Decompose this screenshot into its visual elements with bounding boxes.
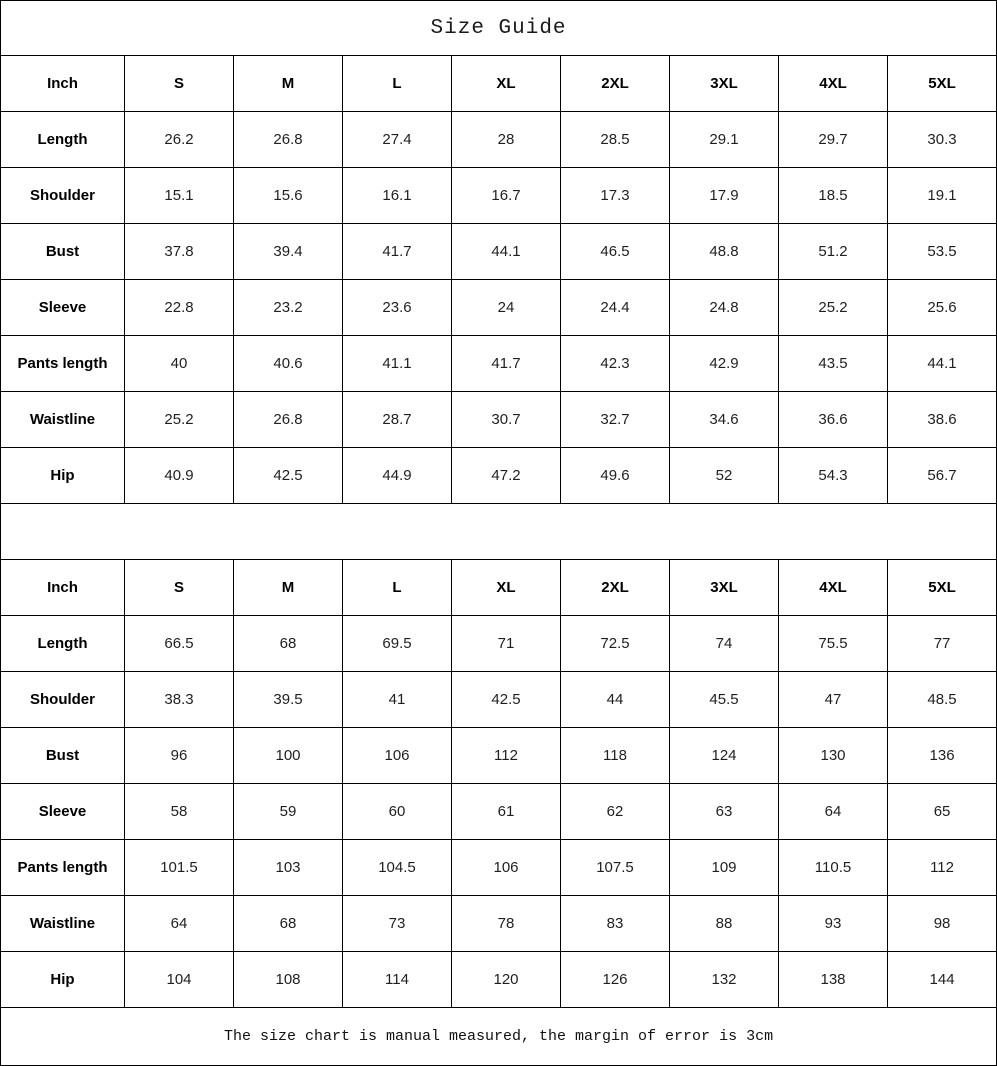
measurement-value: 24.8: [670, 280, 779, 336]
measurement-value: 34.6: [670, 392, 779, 448]
measurement-value: 24.4: [561, 280, 670, 336]
measurement-value: 40.6: [234, 336, 343, 392]
measurement-value: 38.6: [888, 392, 997, 448]
measurement-value: 41.7: [343, 224, 452, 280]
measurement-value: 53.5: [888, 224, 997, 280]
size-header-cell: 2XL: [561, 56, 670, 112]
measurement-value: 38.3: [125, 672, 234, 728]
measurement-label: Hip: [1, 448, 125, 504]
measurement-value: 83: [561, 896, 670, 952]
measurement-value: 44.1: [888, 336, 997, 392]
measurement-value: 25.6: [888, 280, 997, 336]
measurement-value: 68: [234, 896, 343, 952]
measurement-value: 60: [343, 784, 452, 840]
measurement-value: 98: [888, 896, 997, 952]
measurement-row: [1, 392, 997, 448]
measurement-value: 23.2: [234, 280, 343, 336]
measurement-value: 144: [888, 952, 997, 1008]
measurement-value: 51.2: [779, 224, 888, 280]
footer-row: [1, 1008, 997, 1066]
size-header-cell: 5XL: [888, 56, 997, 112]
measurement-value: 112: [452, 728, 561, 784]
measurement-row: [1, 112, 997, 168]
measurement-value: 114: [343, 952, 452, 1008]
spacer-cell: [1, 504, 997, 560]
measurement-value: 96: [125, 728, 234, 784]
measurement-value: 62: [561, 784, 670, 840]
measurement-value: 26.2: [125, 112, 234, 168]
measurement-value: 47: [779, 672, 888, 728]
measurement-value: 77: [888, 616, 997, 672]
measurement-value: 118: [561, 728, 670, 784]
measurement-value: 41.7: [452, 336, 561, 392]
measurement-value: 29.7: [779, 112, 888, 168]
measurement-value: 24: [452, 280, 561, 336]
measurement-value: 68: [234, 616, 343, 672]
measurement-value: 45.5: [670, 672, 779, 728]
measurement-label: Waistline: [1, 896, 125, 952]
measurement-value: 126: [561, 952, 670, 1008]
measurement-value: 42.5: [452, 672, 561, 728]
measurement-value: 124: [670, 728, 779, 784]
size-header-cell: XL: [452, 56, 561, 112]
measurement-label: Pants length: [1, 840, 125, 896]
measurement-value: 136: [888, 728, 997, 784]
size-header-cell: 4XL: [779, 560, 888, 616]
measurement-value: 16.7: [452, 168, 561, 224]
measurement-value: 48.8: [670, 224, 779, 280]
measurement-value: 47.2: [452, 448, 561, 504]
measurement-row: [1, 784, 997, 840]
size-table-cm: [1, 560, 997, 1008]
measurement-row: [1, 728, 997, 784]
measurement-row: [1, 896, 997, 952]
measurement-value: 43.5: [779, 336, 888, 392]
measurement-label: Length: [1, 112, 125, 168]
title-row: [1, 1, 997, 56]
measurement-label: Hip: [1, 952, 125, 1008]
measurement-value: 16.1: [343, 168, 452, 224]
measurement-value: 26.8: [234, 392, 343, 448]
measurement-value: 74: [670, 616, 779, 672]
measurement-value: 28.5: [561, 112, 670, 168]
measurement-value: 108: [234, 952, 343, 1008]
measurement-value: 49.6: [561, 448, 670, 504]
measurement-value: 69.5: [343, 616, 452, 672]
size-header-cell: M: [234, 560, 343, 616]
measurement-value: 106: [452, 840, 561, 896]
footer-note: The size chart is manual measured, the margin of error is 3cm: [1, 1008, 997, 1066]
size-header-cell: 3XL: [670, 56, 779, 112]
measurement-value: 138: [779, 952, 888, 1008]
measurement-value: 93: [779, 896, 888, 952]
measurement-value: 64: [779, 784, 888, 840]
title-section: [1, 1, 997, 56]
measurement-value: 29.1: [670, 112, 779, 168]
measurement-value: 72.5: [561, 616, 670, 672]
measurement-value: 103: [234, 840, 343, 896]
size-header-cell: S: [125, 560, 234, 616]
size-header-cell: M: [234, 56, 343, 112]
measurement-label: Pants length: [1, 336, 125, 392]
measurement-value: 104.5: [343, 840, 452, 896]
size-header-cell: 2XL: [561, 560, 670, 616]
measurement-value: 106: [343, 728, 452, 784]
measurement-label: Bust: [1, 224, 125, 280]
measurement-value: 44: [561, 672, 670, 728]
measurement-value: 130: [779, 728, 888, 784]
measurement-value: 73: [343, 896, 452, 952]
measurement-label: Length: [1, 616, 125, 672]
measurement-value: 28.7: [343, 392, 452, 448]
measurement-value: 15.6: [234, 168, 343, 224]
measurement-value: 40: [125, 336, 234, 392]
page-title: Size Guide: [1, 1, 997, 56]
measurement-value: 23.6: [343, 280, 452, 336]
measurement-value: 17.9: [670, 168, 779, 224]
measurement-value: 59: [234, 784, 343, 840]
measurement-value: 26.8: [234, 112, 343, 168]
measurement-value: 40.9: [125, 448, 234, 504]
measurement-value: 109: [670, 840, 779, 896]
measurement-value: 17.3: [561, 168, 670, 224]
measurement-value: 19.1: [888, 168, 997, 224]
measurement-value: 39.5: [234, 672, 343, 728]
measurement-label: Bust: [1, 728, 125, 784]
measurement-value: 36.6: [779, 392, 888, 448]
unit-header-cell: Inch: [1, 560, 125, 616]
measurement-row: [1, 616, 997, 672]
size-header-cell: L: [343, 56, 452, 112]
size-header-cell: S: [125, 56, 234, 112]
measurement-value: 104: [125, 952, 234, 1008]
measurement-value: 22.8: [125, 280, 234, 336]
header-row: [1, 56, 997, 112]
measurement-value: 54.3: [779, 448, 888, 504]
measurement-value: 44.9: [343, 448, 452, 504]
measurement-label: Shoulder: [1, 672, 125, 728]
measurement-value: 112: [888, 840, 997, 896]
measurement-label: Shoulder: [1, 168, 125, 224]
measurement-value: 75.5: [779, 616, 888, 672]
measurement-row: [1, 840, 997, 896]
measurement-value: 30.7: [452, 392, 561, 448]
measurement-value: 41.1: [343, 336, 452, 392]
measurement-value: 65: [888, 784, 997, 840]
size-header-cell: 5XL: [888, 560, 997, 616]
measurement-row: [1, 952, 997, 1008]
measurement-value: 44.1: [452, 224, 561, 280]
measurement-value: 18.5: [779, 168, 888, 224]
measurement-value: 120: [452, 952, 561, 1008]
measurement-value: 37.8: [125, 224, 234, 280]
measurement-value: 32.7: [561, 392, 670, 448]
measurement-row: [1, 336, 997, 392]
measurement-row: [1, 672, 997, 728]
measurement-value: 28: [452, 112, 561, 168]
measurement-value: 39.4: [234, 224, 343, 280]
measurement-value: 25.2: [779, 280, 888, 336]
measurement-value: 66.5: [125, 616, 234, 672]
size-header-cell: 4XL: [779, 56, 888, 112]
measurement-value: 88: [670, 896, 779, 952]
measurement-value: 100: [234, 728, 343, 784]
measurement-value: 42.9: [670, 336, 779, 392]
size-table-inch: [1, 56, 997, 504]
size-header-cell: XL: [452, 560, 561, 616]
measurement-label: Sleeve: [1, 280, 125, 336]
measurement-row: [1, 280, 997, 336]
table-spacer: [1, 504, 997, 560]
measurement-value: 42.3: [561, 336, 670, 392]
measurement-value: 30.3: [888, 112, 997, 168]
measurement-value: 132: [670, 952, 779, 1008]
header-row: [1, 560, 997, 616]
size-header-cell: 3XL: [670, 560, 779, 616]
measurement-value: 63: [670, 784, 779, 840]
measurement-value: 41: [343, 672, 452, 728]
measurement-value: 48.5: [888, 672, 997, 728]
measurement-value: 107.5: [561, 840, 670, 896]
spacer-section: [1, 504, 997, 560]
measurement-row: [1, 448, 997, 504]
measurement-value: 42.5: [234, 448, 343, 504]
measurement-value: 52: [670, 448, 779, 504]
measurement-value: 58: [125, 784, 234, 840]
size-header-cell: L: [343, 560, 452, 616]
measurement-value: 61: [452, 784, 561, 840]
measurement-value: 101.5: [125, 840, 234, 896]
measurement-label: Sleeve: [1, 784, 125, 840]
measurement-value: 56.7: [888, 448, 997, 504]
measurement-label: Waistline: [1, 392, 125, 448]
measurement-value: 46.5: [561, 224, 670, 280]
measurement-value: 27.4: [343, 112, 452, 168]
footer-section: [1, 1008, 997, 1066]
measurement-value: 15.1: [125, 168, 234, 224]
measurement-row: [1, 168, 997, 224]
unit-header-cell: Inch: [1, 56, 125, 112]
measurement-row: [1, 224, 997, 280]
measurement-value: 71: [452, 616, 561, 672]
measurement-value: 78: [452, 896, 561, 952]
measurement-value: 25.2: [125, 392, 234, 448]
measurement-value: 64: [125, 896, 234, 952]
measurement-value: 110.5: [779, 840, 888, 896]
